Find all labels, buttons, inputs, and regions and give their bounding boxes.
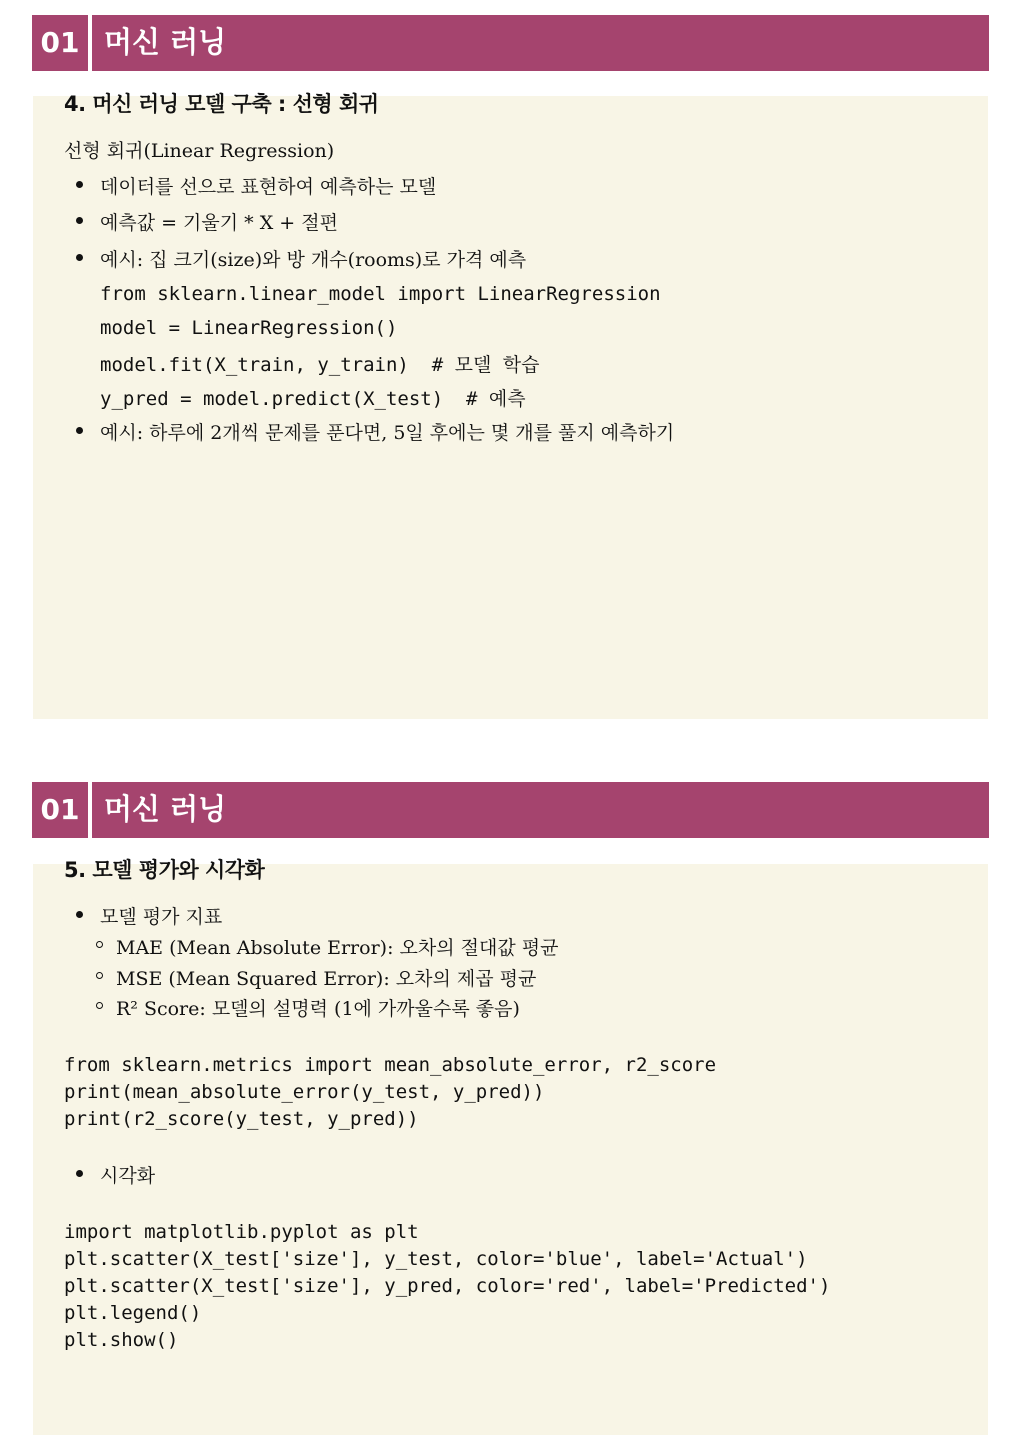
section-title: 4. 머신 러닝 모델 구축 : 선형 회귀 bbox=[64, 92, 379, 116]
section-title: 5. 모델 평가와 시각화 bbox=[64, 858, 265, 882]
list-item-text: 예시: 하루에 2개씩 문제를 푼다면, 5일 후에는 몇 개를 풀지 예측하기 bbox=[100, 422, 675, 444]
sub-list-item-text: R² Score: 모델의 설명력 (1에 가까울수록 좋음) bbox=[116, 998, 520, 1020]
bullet-icon bbox=[76, 911, 83, 918]
code-line: plt.scatter(X_test['size'], y_test, color='blue', label='Actual') bbox=[64, 1248, 808, 1270]
code-line: from sklearn.metrics import mean_absolute_error, r2_score bbox=[64, 1054, 717, 1076]
header-divider bbox=[88, 15, 92, 71]
sub-list-item-text: MSE (Mean Squared Error): 오차의 제곱 평균 bbox=[116, 968, 537, 990]
code-line: model.fit(X_train, y_train) # 모델 학습 bbox=[100, 354, 540, 376]
slide-2 bbox=[0, 768, 1011, 1435]
code-line: import matplotlib.pyplot as plt bbox=[64, 1221, 419, 1243]
code-line: print(r2_score(y_test, y_pred)) bbox=[64, 1108, 419, 1130]
code-line: print(mean_absolute_error(y_test, y_pred)) bbox=[64, 1081, 545, 1103]
code-line: plt.scatter(X_test['size'], y_pred, color='red', label='Predicted') bbox=[64, 1275, 831, 1297]
list-item bbox=[100, 208, 338, 235]
list-item-text: 시각화 bbox=[100, 1165, 156, 1187]
slide-header bbox=[32, 15, 989, 71]
code-line: model = LinearRegression() bbox=[100, 317, 398, 339]
code-line: plt.legend() bbox=[64, 1302, 202, 1324]
code-line: from sklearn.linear_model import LinearRegression bbox=[100, 283, 661, 305]
sub-list-item bbox=[116, 933, 558, 960]
sub-list-item bbox=[116, 994, 520, 1021]
bullet-icon bbox=[76, 254, 83, 261]
circle-bullet-icon bbox=[96, 941, 103, 948]
header-divider bbox=[88, 782, 92, 838]
intro-text: 선형 회귀(Linear Regression) bbox=[64, 140, 335, 162]
sub-list-item-text: MAE (Mean Absolute Error): 오차의 절대값 평균 bbox=[116, 937, 559, 959]
circle-bullet-icon bbox=[96, 1002, 103, 1009]
code-line: y_pred = model.predict(X_test) # 예측 bbox=[100, 388, 526, 410]
slide-header bbox=[32, 782, 989, 838]
header-title: 머신 러닝 bbox=[104, 792, 227, 826]
list-item bbox=[100, 1161, 155, 1188]
list-item bbox=[100, 902, 222, 929]
header-title: 머신 러닝 bbox=[104, 25, 227, 59]
bullet-icon bbox=[76, 427, 83, 434]
bullet-icon bbox=[76, 1170, 83, 1177]
bullet-icon bbox=[76, 181, 83, 188]
list-item-text: 모델 평가 지표 bbox=[100, 906, 223, 928]
circle-bullet-icon bbox=[96, 972, 103, 979]
list-item-text: 예시: 집 크기(size)와 방 개수(rooms)로 가격 예측 bbox=[100, 249, 527, 271]
list-item-text: 데이터를 선으로 표현하여 예측하는 모델 bbox=[100, 176, 437, 198]
list-item-text: 예측값 = 기울기 * X + 절편 bbox=[100, 212, 338, 234]
list-item bbox=[100, 172, 436, 199]
list-item bbox=[100, 245, 526, 272]
section-number: 01 bbox=[40, 793, 80, 826]
section-number: 01 bbox=[40, 26, 80, 59]
sub-list-item bbox=[116, 964, 536, 991]
list-item bbox=[100, 418, 674, 445]
bullet-icon bbox=[76, 217, 83, 224]
code-line: plt.show() bbox=[64, 1329, 179, 1351]
